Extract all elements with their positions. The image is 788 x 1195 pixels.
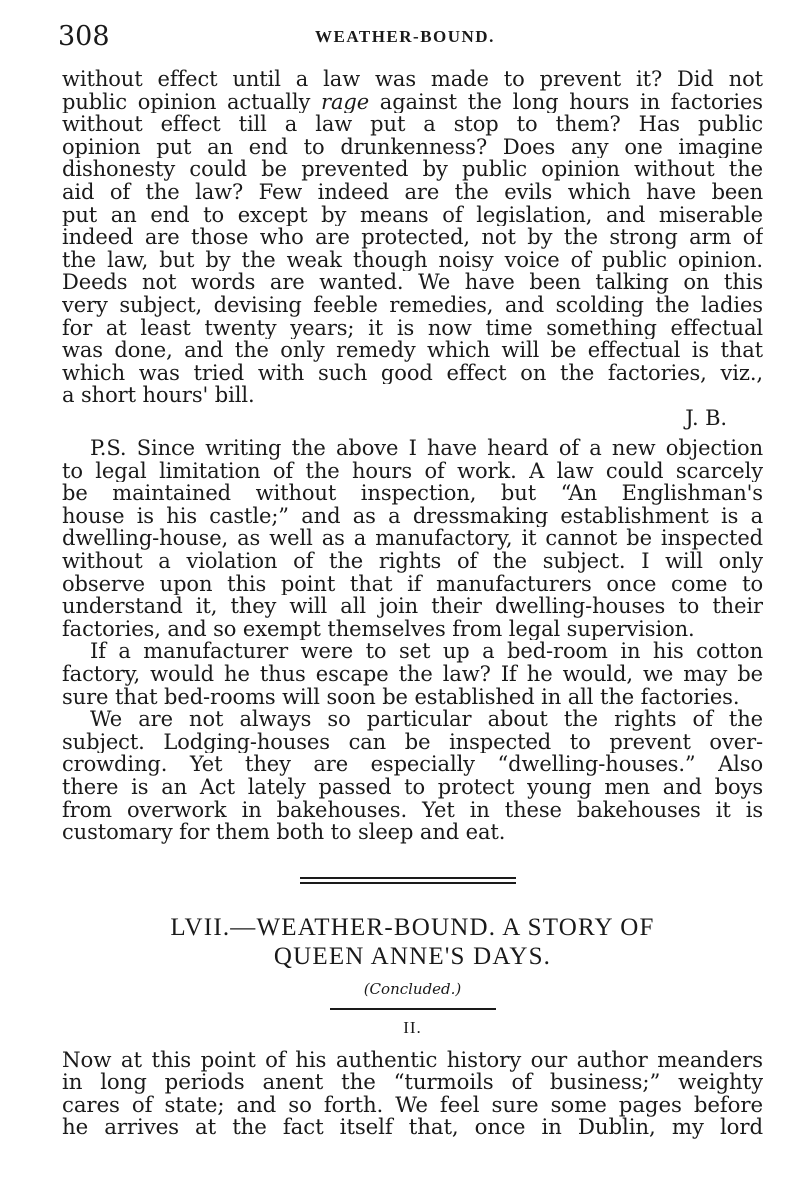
- text-line: for at least twenty years; it is now time something effectual: [62, 316, 763, 340]
- text-line: to legal limitation of the hours of work. A law could scarcely: [62, 459, 763, 483]
- text-line: without a violation of the rights of the subject. I will only: [62, 549, 763, 573]
- text-line: We are not always so particular about the rights of the: [90, 708, 763, 731]
- story-opening-paragraph: [62, 1050, 763, 1140]
- heading-rule: [330, 1008, 496, 1010]
- text-line: without effect until a law was made to prevent it? Did not: [62, 68, 763, 91]
- continuation-paragraph: [62, 68, 763, 430]
- text-line: If a manufacturer were to set up a bed-room in his cotton: [90, 640, 763, 663]
- running-header: [58, 22, 758, 52]
- text-line: without effect till a law put a stop to them? Has public: [62, 113, 763, 136]
- text-line: was done, and the only remedy which will be effectual is that: [62, 339, 763, 362]
- text-line: in long periods anent the “turmoils of business;” weighty: [62, 1072, 763, 1095]
- text-line: observe upon this point that if manufacturers once come to: [62, 572, 763, 596]
- text-line: customary for them both to sleep and eat.: [62, 821, 506, 844]
- text-line: aid of the law? Few indeed are the evils which have been: [62, 180, 763, 204]
- text-line: dwelling-house, as well as a manufactory, it cannot be inspected: [62, 527, 763, 550]
- text-line: a short hours' bill.: [62, 384, 255, 407]
- text-line: cares of state; and so forth. We feel sure some pages before: [62, 1094, 763, 1118]
- text-line: crowding. Yet they are especially “dwelling-houses.” Also: [62, 753, 763, 776]
- text-line: factory, would he thus escape the law? If he would, we may be: [62, 662, 763, 686]
- text-line: P.S. Since writing the above I have heard of a new objection: [90, 437, 763, 460]
- text-line: put an end to except by means of legislation, and miserable: [62, 203, 763, 227]
- story-heading-line1: LVII.—WEATHER-BOUND. A STORY OF: [170, 914, 655, 941]
- text-line: opinion put an end to drunkenness? Does any one imagine: [62, 135, 763, 159]
- text-line: from overwork in bakehouses. Yet in these bakehouses it is: [62, 798, 763, 822]
- text-line: Deeds not words are wanted. We have been talking on this: [62, 271, 763, 294]
- text-line: he arrives at the fact itself that, once in Dublin, my lord: [62, 1117, 763, 1140]
- text-line: dishonesty could be prevented by public opinion without the: [62, 158, 763, 181]
- text-line: sure that bed-rooms will soon be established in all the factories.: [62, 685, 740, 709]
- text-line: the law, but by the weak though noisy voice of public opinion.: [62, 248, 763, 272]
- text-line: subject. Lodging-houses can be inspected to prevent over-: [62, 730, 763, 754]
- text-line: Now at this point of his authentic history our author meanders: [62, 1050, 763, 1073]
- text-line: indeed are those who are protected, not by the strong arm of: [62, 226, 763, 249]
- text-line: there is an Act lately passed to protect young men and boys: [62, 775, 763, 799]
- text-line: understand it, they will all join their dwelling-houses to their: [62, 595, 763, 618]
- postscript-paragraph: [62, 437, 763, 844]
- section-divider-bottom: [300, 882, 516, 884]
- running-title: WEATHER-BOUND.: [315, 27, 495, 46]
- concluded-note: (Concluded.): [363, 980, 462, 998]
- text-line: be maintained without inspection, but “An Englishman's: [62, 482, 763, 505]
- story-heading-line2: QUEEN ANNE'S DAYS.: [273, 943, 552, 970]
- text-line: which was tried with such good effect on the factories, viz.,: [62, 361, 763, 385]
- part-number: II.: [403, 1018, 422, 1037]
- section-divider-top: [300, 877, 516, 879]
- text-line: public opinion actually rage against the long hours in factories: [62, 90, 763, 114]
- text-line: factories, and so exempt themselves from legal supervision.: [62, 617, 695, 641]
- signature: J. B.: [685, 406, 727, 430]
- text-line: very subject, devising feeble remedies, and scolding the ladies: [62, 293, 763, 317]
- page-number: 308: [58, 21, 110, 52]
- text-line: house is his castle;” and as a dressmaking establishment is a: [62, 504, 763, 528]
